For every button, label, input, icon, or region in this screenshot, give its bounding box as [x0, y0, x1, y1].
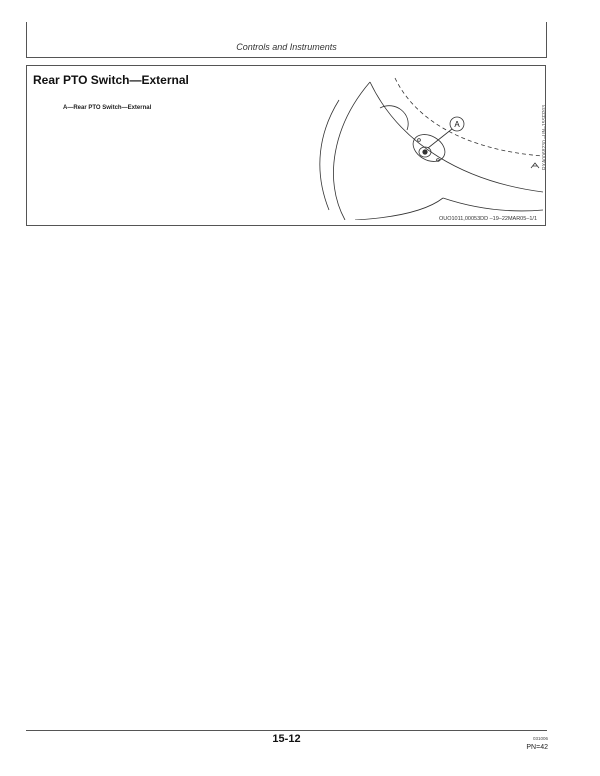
figure-code: RXA0068230 –UN–15SEP03	[542, 104, 548, 170]
footer-date-code: 031006	[532, 736, 548, 741]
wrench-mark-icon	[531, 163, 539, 168]
fender-bottom-edge	[443, 198, 543, 211]
fender-top-edge	[370, 82, 543, 192]
rear-pto-switch-illustration	[295, 70, 543, 220]
fender-lower-curve	[355, 198, 443, 220]
footer-pn: PN=42	[526, 744, 548, 751]
rear-pto-switch-section	[26, 65, 546, 226]
page-header-title: Controls and Instruments	[236, 42, 337, 52]
callout-leader-line	[428, 129, 452, 148]
header-rule-right	[546, 22, 547, 58]
fender-detail	[380, 106, 408, 130]
page-number: 15-12	[272, 733, 301, 745]
fender-left-contour-2	[320, 100, 339, 210]
switch-button-center	[423, 150, 427, 154]
footer-rule	[26, 730, 547, 731]
header-rule-left	[26, 22, 27, 58]
document-reference: OUO1011,00053DD –19–22MAR05–1/1	[438, 216, 537, 222]
callout-a-text: A—Rear PTO Switch—External	[63, 105, 152, 111]
callout-a-label: A	[454, 120, 460, 129]
section-title: Rear PTO Switch—External	[33, 73, 189, 87]
fender-dashed-line	[395, 78, 543, 156]
header-rule	[26, 57, 547, 58]
fender-left-contour	[333, 82, 370, 220]
mount-screw-icon	[418, 139, 421, 142]
